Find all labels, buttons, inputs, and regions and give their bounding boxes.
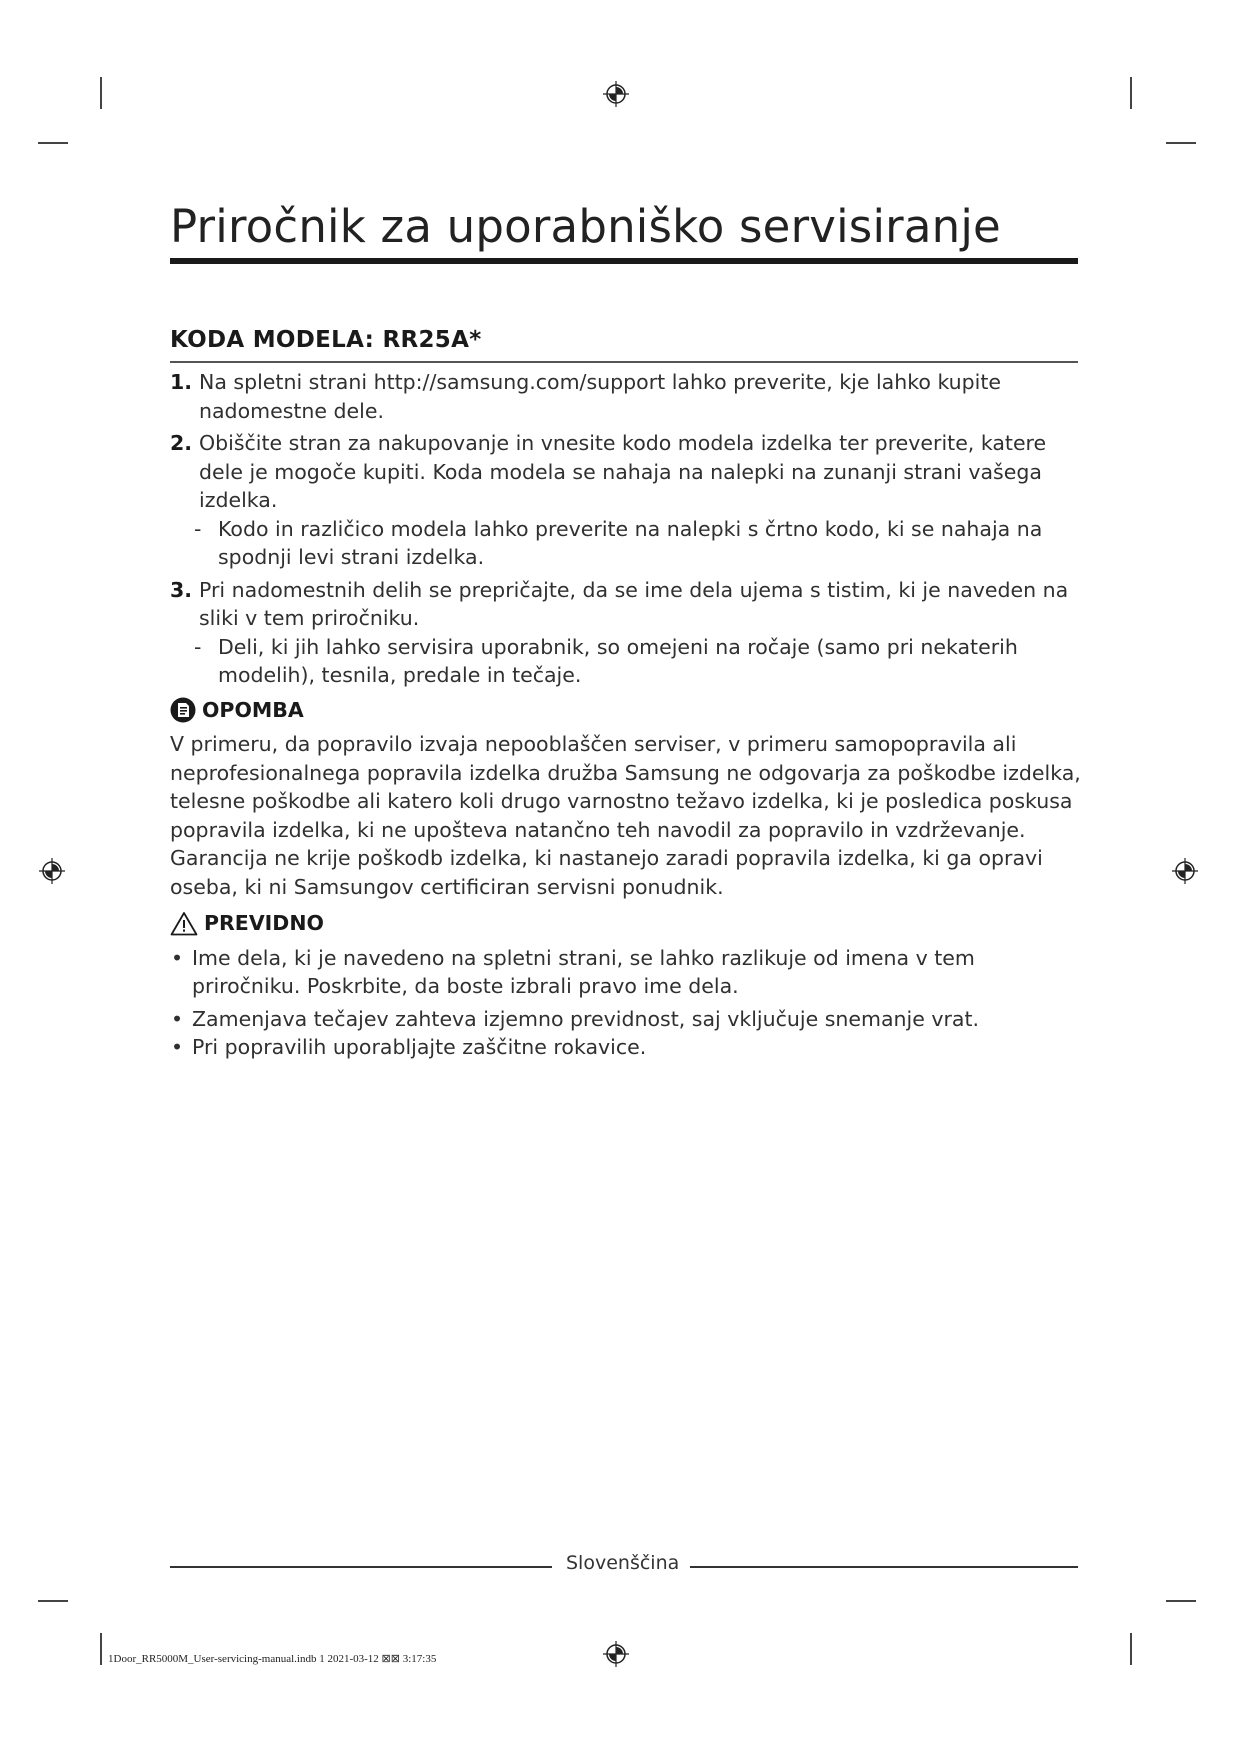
print-slug: 1Door_RR5000M_User-servicing-manual.indb 1 2021-03-12 ⊠⊠ 3:17:35 bbox=[108, 1653, 437, 1665]
step-2 bbox=[170, 429, 1082, 515]
note-icon bbox=[170, 697, 196, 723]
footer-rule-left bbox=[170, 1566, 552, 1568]
step-text: Na spletni strani http://samsung.com/support lahko preverite, kje lahko kupite nadomestne dele. bbox=[199, 370, 1002, 423]
crop-mark-bottom-left-h bbox=[38, 1600, 68, 1602]
page-title: Priročnik za uporabniško servisiranje bbox=[170, 200, 1001, 253]
crop-mark-top-left-h bbox=[38, 142, 68, 144]
step-3 bbox=[170, 576, 1082, 633]
content-body bbox=[170, 368, 1082, 1062]
caution-item bbox=[170, 944, 1082, 1001]
bullet-marker: • bbox=[171, 1006, 184, 1031]
step-number: 2. bbox=[170, 431, 193, 455]
caution-item bbox=[170, 1033, 1082, 1062]
bullet-marker: • bbox=[171, 1035, 184, 1059]
caution-item-text: Zamenjava tečajev zahteva izjemno previdnost, saj vključuje snemanje vrat. bbox=[192, 1006, 980, 1031]
crop-mark-bottom-right bbox=[1130, 1633, 1132, 1665]
title-rule bbox=[170, 258, 1078, 264]
crop-mark-top-left bbox=[100, 77, 102, 109]
dash-marker: - bbox=[194, 634, 202, 659]
note-heading bbox=[170, 696, 1082, 725]
note-text: V primeru, da popravilo izvaja nepooblaščen serviser, v primeru samopopravila ali neprofesionalnega popravila izdelka družba Samsung ne odgovarja za poškodbe izdelka, telesne poškodbe ali katero koli drugo varnostno težavo izdelka, ki je posledica poskusa popravila izdelka, ki ne upošteva natančno teh navodil za popravilo in vzdrževanje. Garancija ne krije poškodb izdelka, ki nastanejo zaradi popravila izdelka, ki ga opravi oseba, ki ni Samsungov certificiran servisni ponudnik. bbox=[170, 732, 1081, 899]
crop-mark-top-right-h bbox=[1166, 142, 1196, 144]
step-number: 1. bbox=[170, 370, 193, 394]
step-text: Obiščite stran za nakupovanje in vnesite kodo modela izdelka ter preverite, katere dele je mogoče kupiti. Koda modela se nahaja na nalepki na zunanji strani vašega izdelka. bbox=[199, 431, 1047, 512]
warning-triangle-icon bbox=[170, 911, 198, 936]
dash-marker: - bbox=[194, 516, 202, 541]
registration-mark-left-icon bbox=[39, 858, 65, 884]
registration-mark-bottom-icon bbox=[603, 1641, 629, 1667]
caution-item-text: Ime dela, ki je navedeno na spletni strani, se lahko razlikuje od imena v tem priročniku. Poskrbite, da boste izbrali pravo ime dela. bbox=[192, 945, 975, 998]
crop-mark-bottom-left bbox=[100, 1633, 102, 1665]
subnote-text: Deli, ki jih lahko servisira uporabnik, so omejeni na ročaje (samo pri nekaterih modelih), tesnila, predale in tečaje. bbox=[218, 634, 1018, 687]
caution-heading bbox=[170, 909, 1082, 938]
footer-rule-right bbox=[690, 1566, 1078, 1568]
step-1 bbox=[170, 368, 1082, 425]
subnote-text: Kodo in različico modela lahko preverite na nalepki s črtno kodo, ki se nahaja na spodnji levi strani izdelka. bbox=[218, 516, 1043, 569]
footer-language: Slovenščina bbox=[566, 1552, 680, 1574]
step-text: Pri nadomestnih delih se prepričajte, da se ime dela ujema s tistim, ki je naveden na sliki v tem priročniku. bbox=[199, 577, 1069, 630]
caution-item-text: Pri popravilih uporabljajte zaščitne rokavice. bbox=[192, 1035, 647, 1059]
section-rule bbox=[170, 361, 1078, 363]
caution-heading-text: PREVIDNO bbox=[204, 911, 324, 935]
registration-mark-right-icon bbox=[1172, 858, 1198, 884]
step-3-subnote bbox=[166, 633, 1082, 690]
registration-mark-top-icon bbox=[603, 81, 629, 107]
step-number: 3. bbox=[170, 577, 193, 602]
caution-item bbox=[170, 1005, 1082, 1034]
bullet-marker: • bbox=[171, 945, 184, 970]
crop-mark-top-right bbox=[1130, 77, 1132, 109]
note-heading-text: OPOMBA bbox=[202, 697, 304, 722]
section-heading: KODA MODELA: RR25A* bbox=[170, 327, 482, 353]
crop-mark-bottom-right-h bbox=[1166, 1600, 1196, 1602]
step-2-subnote bbox=[166, 515, 1082, 572]
